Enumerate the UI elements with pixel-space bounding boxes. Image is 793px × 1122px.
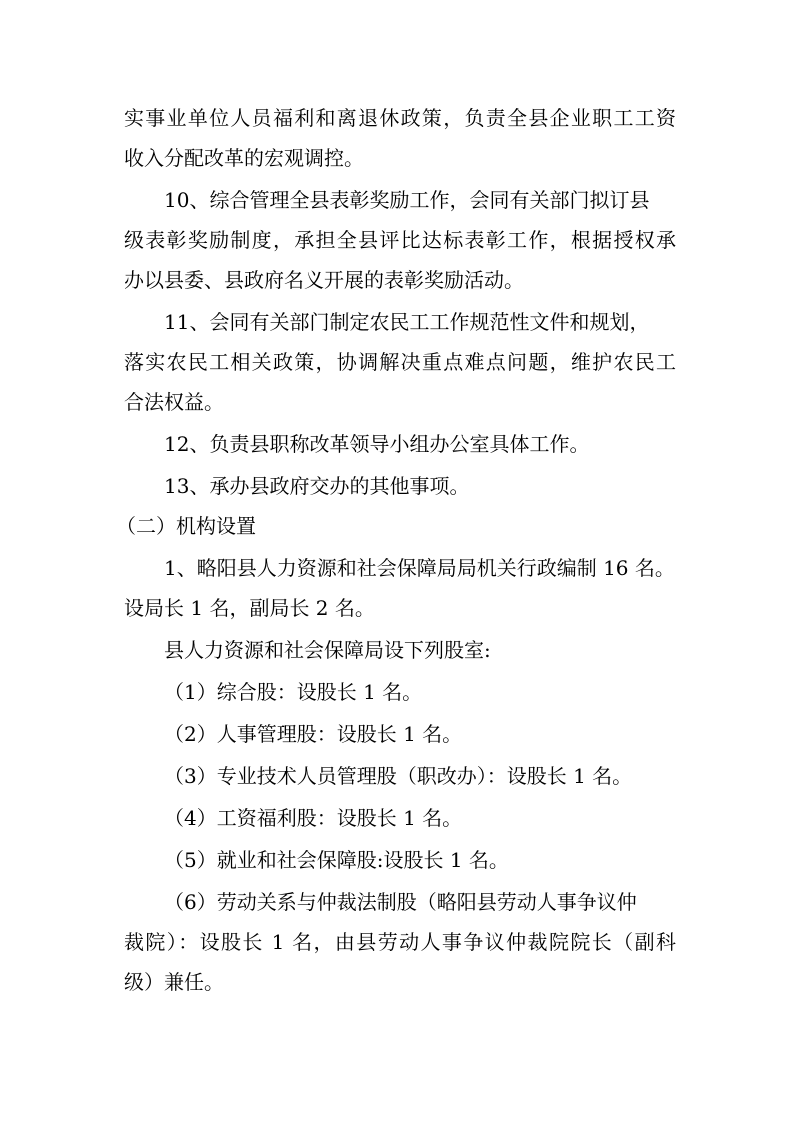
paragraph-line: 11、会同有关部门制定农民工工作规范性文件和规划， (164, 310, 650, 334)
paragraph-line: 级表彰奖励制度，承担全县评比达标表彰工作，根据授权承 (124, 228, 676, 252)
paragraph-line: 设局长 1 名，副局长 2 名。 (124, 596, 375, 620)
paragraph-line: 级）兼任。 (124, 970, 224, 994)
list-item: （6）劳动关系与仲裁法制股（略阳县劳动人事争议仲 (164, 890, 637, 914)
list-item: （3）专业技术人员管理股（职改办）：设股长 1 名。 (164, 764, 633, 788)
list-item: （1）综合股：设股长 1 名。 (164, 680, 423, 704)
list-item: （4）工资福利股：设股长 1 名。 (164, 806, 463, 830)
paragraph-line: 13、承办县政府交办的其他事项。 (164, 474, 470, 498)
paragraph-line: 收入分配改革的宏观调控。 (124, 146, 364, 170)
paragraph-line: 合法权益。 (124, 390, 224, 414)
paragraph-line: 落实农民工相关政策，协调解决重点难点问题，维护农民工 (124, 350, 676, 374)
list-item: （5）就业和社会保障股:设股长 1 名。 (164, 848, 509, 872)
list-item: （2）人事管理股：设股长 1 名。 (164, 722, 463, 746)
paragraph-line: 县人力资源和社会保障局设下列股室: (164, 638, 491, 662)
paragraph-line: 1、略阳县人力资源和社会保障局局机关行政编制 16 名。 (164, 556, 675, 580)
paragraph-line: 办以县委、县政府名义开展的表彰奖励活动。 (124, 268, 524, 292)
paragraph-line: 10、综合管理全县表彰奖励工作，会同有关部门拟订县 (164, 188, 650, 212)
paragraph-line: 实事业单位人员福利和离退休政策，负责全县企业职工工资 (124, 106, 676, 130)
paragraph-line: 裁院）：设股长 1 名，由县劳动人事争议仲裁院院长（副科 (124, 930, 676, 954)
paragraph-line: 12、负责县职称改革领导小组办公室具体工作。 (164, 432, 590, 456)
section-heading: （二）机构设置 (116, 514, 256, 538)
